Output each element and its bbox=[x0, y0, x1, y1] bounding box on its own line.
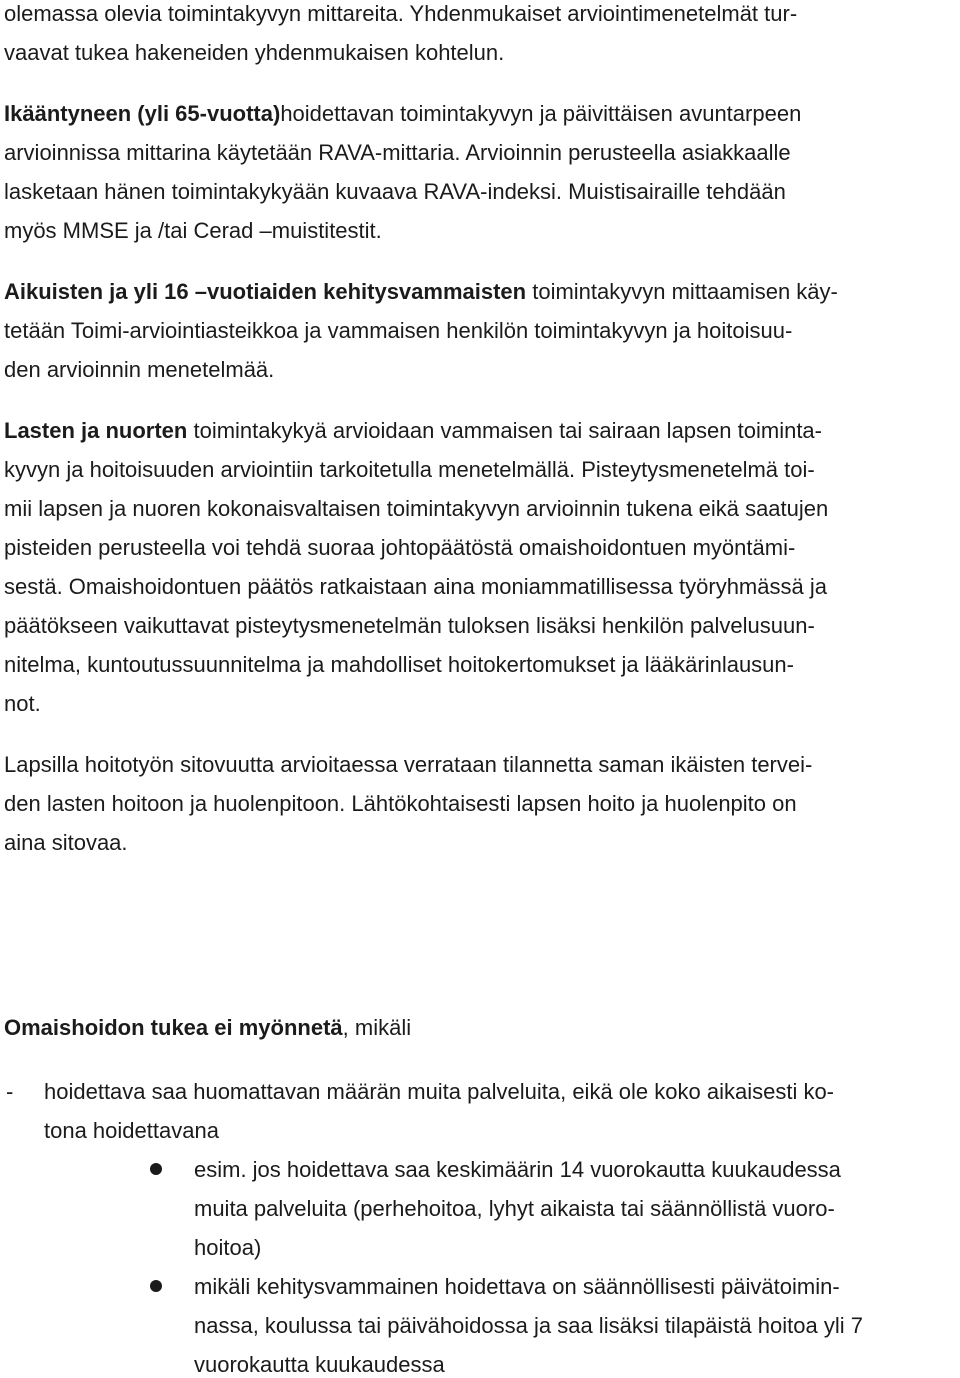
text-span: toimintakyvyn mittaamisen käy- bbox=[526, 279, 838, 304]
paragraph-line: sestä. Omaishoidontuen päätös ratkaistaan aina moniammatillisessa työryhmässä ja bbox=[4, 574, 827, 599]
sub-list-line: esim. jos hoidettava saa keskimäärin 14 vuorokautta kuukaudessa bbox=[194, 1157, 841, 1182]
bullet-icon bbox=[150, 1280, 162, 1292]
paragraph-line: den arvioinnin menetelmää. bbox=[4, 357, 275, 382]
paragraph-line: olemassa olevia toimintakyvyn mittareita. Yhdenmukaiset arviointimenetelmät tur- bbox=[4, 1, 798, 26]
list-item-line: tona hoidettavana bbox=[44, 1118, 219, 1143]
paragraph-line: kyvyn ja hoitoisuuden arviointiin tarkoitetulla menetelmällä. Pisteytysmenetelmä toi- bbox=[4, 457, 815, 482]
sub-list-line: nassa, koulussa tai päivähoidossa ja saa lisäksi tilapäistä hoitoa yli 7 bbox=[194, 1313, 863, 1338]
heading-bold: Omaishoidon tukea ei myönnetä bbox=[4, 1015, 343, 1040]
section-heading bbox=[4, 1015, 411, 1041]
bold-lead: Lasten ja nuorten bbox=[4, 418, 188, 443]
paragraph-line: mii lapsen ja nuoren kokonaisvaltaisen toimintakyvyn arvioinnin tukena eikä saatujen bbox=[4, 496, 829, 521]
bold-lead: Aikuisten ja yli 16 –vuotiaiden kehitysvammaisten bbox=[4, 279, 527, 304]
paragraph-line: aina sitovaa. bbox=[4, 830, 128, 855]
paragraph-line: myös MMSE ja /tai Cerad –muistitestit. bbox=[4, 218, 382, 243]
sub-list-line: mikäli kehitysvammainen hoidettava on säännöllisesti päivätoimin- bbox=[194, 1274, 840, 1299]
bullet-icon bbox=[150, 1163, 162, 1175]
paragraph-line bbox=[4, 418, 822, 444]
sub-list-line: muita palveluita (perhehoitoa, lyhyt aikaista tai säännöllistä vuoro- bbox=[194, 1196, 835, 1221]
paragraph-line: pisteiden perusteella voi tehdä suoraa johtopäätöstä omaishoidontuen myöntämi- bbox=[4, 535, 796, 560]
paragraph-line: den lasten hoitoon ja huolenpitoon. Lähtökohtaisesti lapsen hoito ja huolenpito on bbox=[4, 791, 797, 816]
sub-list-line: vuorokautta kuukaudessa bbox=[194, 1352, 445, 1377]
paragraph-line: not. bbox=[4, 691, 41, 716]
paragraph-line: lasketaan hänen toimintakykyään kuvaava RAVA-indeksi. Muistisairaille tehdään bbox=[4, 179, 786, 204]
list-item-line: hoidettava saa huomattavan määrän muita palveluita, eikä ole koko aikaisesti ko- bbox=[44, 1079, 835, 1104]
paragraph-line: tetään Toimi-arviointiasteikkoa ja vammaisen henkilön toimintakyvyn ja hoitoisuu- bbox=[4, 318, 793, 343]
text-span: toimintakykyä arvioidaan vammaisen tai sairaan lapsen toiminta- bbox=[187, 418, 822, 443]
sub-list-line: hoitoa) bbox=[194, 1235, 262, 1260]
paragraph-line: arvioinnissa mittarina käytetään RAVA-mittaria. Arvioinnin perusteella asiakkaalle bbox=[4, 140, 791, 165]
paragraph-line bbox=[4, 279, 838, 305]
paragraph-line: nitelma, kuntoutussuunnitelma ja mahdolliset hoitokertomukset ja lääkärinlausun- bbox=[4, 652, 794, 677]
paragraph-line: Lapsilla hoitotyön sitovuutta arvioitaessa verrataan tilannetta saman ikäisten tervei- bbox=[4, 752, 813, 777]
paragraph-line: päätökseen vaikuttavat pisteytysmenetelmän tuloksen lisäksi henkilön palvelusuun- bbox=[4, 613, 815, 638]
paragraph-line: vaavat tukea hakeneiden yhdenmukaisen kohtelun. bbox=[4, 40, 505, 65]
paragraph-line bbox=[4, 101, 801, 127]
bold-lead: Ikääntyneen (yli 65-vuotta) bbox=[4, 101, 281, 126]
heading-rest: , mikäli bbox=[342, 1015, 412, 1040]
text-span: hoidettavan toimintakyvyn ja päivittäisen avuntarpeen bbox=[280, 101, 802, 126]
list-dash: - bbox=[6, 1079, 14, 1104]
